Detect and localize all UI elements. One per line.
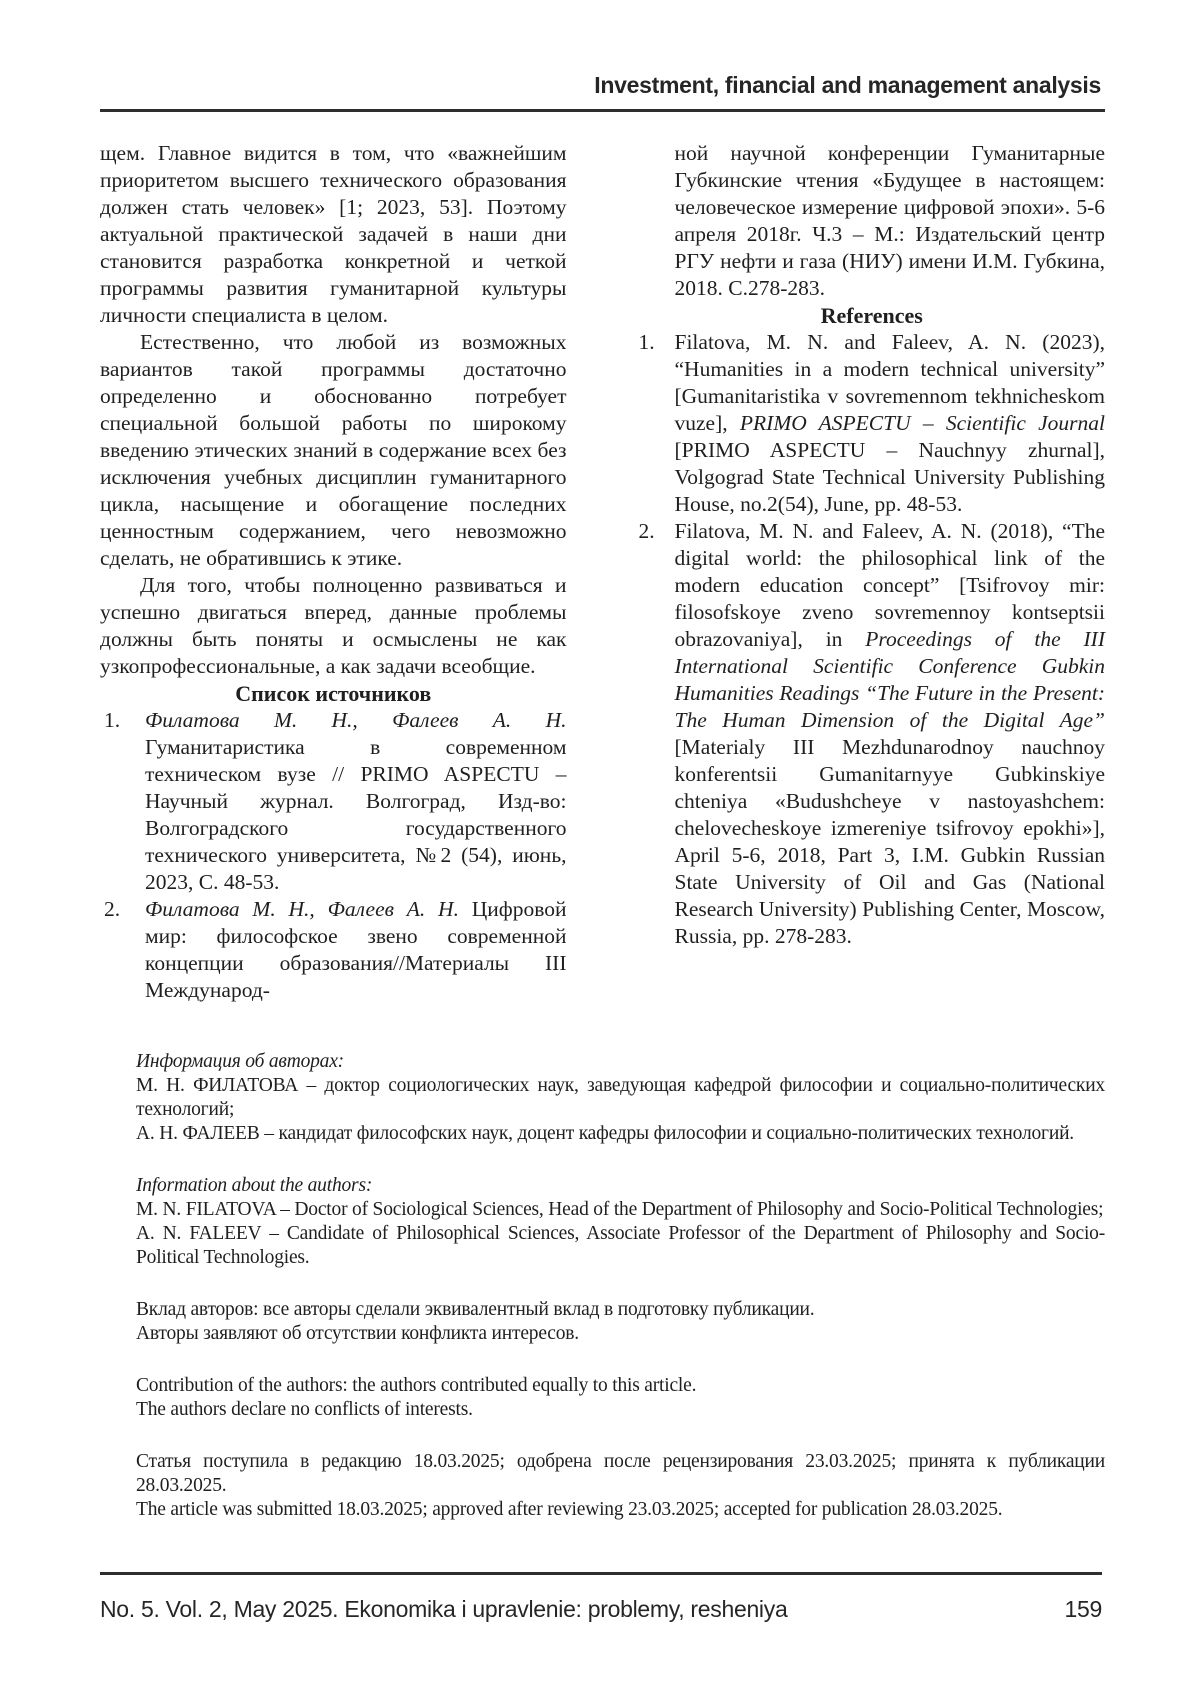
footer-rule: [100, 1572, 1102, 1575]
contribution-ru: [136, 1298, 1105, 1346]
author-line: А. Н. ФАЛЕЕВ – кандидат философских наук, доцент кафедры философии и социально-политических технологий.: [136, 1123, 1074, 1144]
author-line: М. Н. ФИЛАТОВА – доктор социологических наук, заведующая кафедрой философии и социально-политических технологий;: [136, 1075, 1105, 1120]
sources-heading: Список источников: [235, 681, 432, 706]
dates-ru: Статья поступила в редакцию 18.03.2025; одобрена после рецензирования 23.03.2025; принята к публикации 28.03.2025.: [136, 1451, 1105, 1496]
running-head-title: Investment, financial and management analysis: [594, 72, 1101, 98]
source-item: [100, 707, 567, 896]
page-footer: [100, 1596, 1102, 1623]
footer-page-number: 159: [1064, 1596, 1102, 1622]
source-number: 1.: [104, 708, 121, 732]
reference-number: 1.: [638, 330, 655, 354]
reference-number: 2.: [638, 519, 655, 543]
source-item: [100, 896, 567, 1004]
source-text: Филатова М. Н., Фалеев А. Н. Цифровой мир: философское звено современной концепции образования//Материалы III Международ-: [145, 897, 567, 1002]
contribution-line: Авторы заявляют об отсутствии конфликта интересов.: [136, 1323, 579, 1344]
author-line: M. N. FILATOVA – Doctor of Sociological Sciences, Head of the Department of Philosophy and Socio-Political Technologies;: [136, 1199, 1104, 1220]
authors-info-en-heading: Information about the authors:: [136, 1175, 373, 1196]
left-column: [100, 140, 567, 1004]
contribution-en: [136, 1374, 1105, 1422]
authors-info-ru-heading: Информация об авторах:: [136, 1051, 344, 1072]
references-heading: References: [820, 303, 923, 328]
source-text: Филатова М. Н., Фалеев А. Н. Гуманитаристика в современном техническом вузе // PRIMO ASPECTU – Научный журнал. Волгоград, Изд-во: Волгоградского государственного технического университета, №2 (54), июнь, 2023, С. 48-53.: [145, 708, 567, 894]
reference-text: Filatova, M. N. and Faleev, A. N. (2023), “Humanities in a modern technical university” [Gumanitaristika v sovremennom tekhnicheskom vuze], PRIMO ASPECTU – Scientific Journal [PRIMO ASPECTU – Nauchnyy zhurnal], Volgograd State Technical University Publishing House, no.2(54), June, pp. 48-53.: [674, 330, 1106, 516]
source-number: 2.: [104, 897, 121, 921]
reference-text: Filatova, M. N. and Faleev, A. N. (2018), “The digital world: the philosophical link of the modern education concept” [Tsifrovoy mir: filosofskoye zveno sovremennoy kontseptsii obrazovaniya], in Proceedings of the III International Scientific Conference Gubkin Humanities Readings “The Future in the Present: The Human Dimension of the Digital Age” [Materialy III Mezhdunarodnoy nauchnoy konferentsii Gumanitarnyye Gubkinskiye chteniya «Budushcheye v nastoyashchem: chelovecheskoye izmereniye tsifrovoy epokhi»], April 5-6, 2018, Part 3, I.M. Gubkin Russian State University of Oil and Gas (National Research University) Publishing Center, Moscow, Russia, pp. 278-283.: [674, 519, 1105, 948]
authors-info-ru: [136, 1050, 1105, 1146]
authors-info-section: [136, 1050, 1105, 1522]
author-line: A. N. FALEEV – Candidate of Philosophical Sciences, Associate Professor of the Department of Philosophy and Socio-Political Technologies.: [136, 1223, 1105, 1268]
reference-item: [639, 329, 1106, 518]
body-paragraph: Для того, чтобы полноценно развиваться и успешно двигаться вперед, данные проблемы должны быть поняты и осмыслены не как узкопрофессиональные, а как задачи всеобщие.: [100, 573, 567, 678]
body-paragraph: щем. Главное видится в том, что «важнейшим приоритетом высшего технического образования должен стать человек» [1; 2023, 53]. Поэтому актуальной практической задачей в наши дни становится разработка конкретной и четкой программы развития гуманитарной культуры личности специалиста в целом.: [100, 141, 567, 327]
two-column-body: [100, 140, 1105, 1004]
footer-journal-line: No. 5. Vol. 2, May 2025. Ekonomika i upravlenie: problemy, resheniya: [100, 1596, 788, 1622]
dates-en: The article was submitted 18.03.2025; approved after reviewing 23.03.2025; accepted for publication 28.03.2025.: [136, 1499, 1003, 1520]
reference-item: [639, 518, 1106, 950]
body-paragraph: Естественно, что любой из возможных вариантов такой программы достаточно определенно и обоснованно потребует специальной большой работы по широкому введению этических знаний в содержание всех без исключения учебных дисциплин гуманитарного цикла, насыщение и обогащение последних ценностным содержанием, чего невозможно сделать, не обратившись к этике.: [100, 330, 567, 570]
authors-info-en: [136, 1174, 1105, 1270]
contribution-line: Вклад авторов: все авторы сделали эквивалентный вклад в подготовку публикации.: [136, 1299, 815, 1320]
contribution-line: The authors declare no conflicts of interests.: [136, 1399, 473, 1420]
right-column: [639, 140, 1106, 1004]
header-rule: [100, 109, 1105, 112]
article-dates: [136, 1450, 1105, 1522]
continuation-paragraph: ной научной конференции Гуманитарные Губкинские чтения «Будущее в настоящем: человеческое измерение цифровой эпохи». 5-6 апреля 2018г. Ч.3 – М.: Издательский центр РГУ нефти и газа (НИУ) имени И.М. Губкина, 2018. С.278-283.: [674, 141, 1105, 300]
contribution-line: Contribution of the authors: the authors contributed equally to this article.: [136, 1375, 697, 1396]
